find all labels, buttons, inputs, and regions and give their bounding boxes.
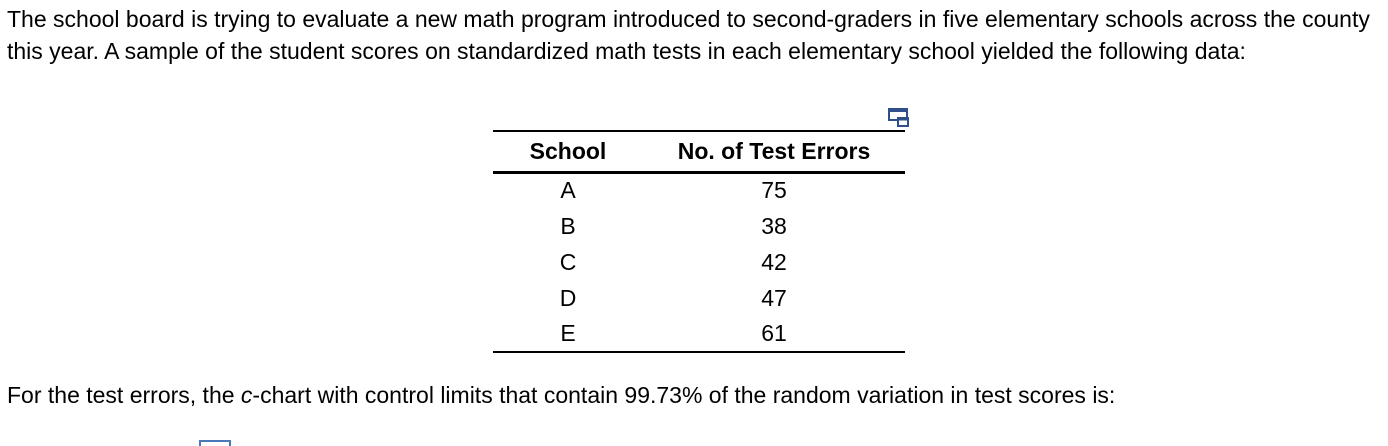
question-italic-c: c	[240, 382, 253, 408]
problem-intro-text: The school board is trying to evaluate a new math program introduced to second-graders in five elementary schools across the county this year. A sample of the student scores on standardized math tests in each elementary school yielded the following data:	[7, 6, 1370, 64]
errors-cell: 75	[761, 177, 787, 204]
header-school: School	[493, 131, 643, 172]
question-part-1: For the test errors, the	[7, 382, 241, 408]
table-row	[493, 316, 905, 352]
school-errors-table	[493, 130, 905, 353]
table-row	[493, 172, 905, 208]
copy-data-icon[interactable]	[886, 107, 914, 129]
school-cell: C	[559, 248, 577, 275]
table-header-row	[493, 131, 905, 172]
errors-cell: 42	[761, 248, 787, 275]
header-test-errors: No. of Test Errors	[643, 131, 905, 172]
table-row	[493, 208, 905, 244]
errors-cell: 61	[643, 316, 905, 352]
table-row	[493, 280, 905, 316]
errors-cell: 38	[761, 212, 787, 239]
table-row	[493, 244, 905, 280]
school-cell: D	[559, 284, 577, 311]
errors-cell: 47	[761, 284, 787, 311]
question-part-2: -chart with control limits that contain 99.73% of the random variation in test scores is:	[252, 382, 1116, 408]
school-cell: A	[560, 177, 576, 204]
answer-input-box[interactable]	[199, 440, 231, 446]
question-text	[7, 379, 1115, 411]
school-cell: B	[560, 212, 576, 239]
school-cell: E	[493, 316, 643, 352]
